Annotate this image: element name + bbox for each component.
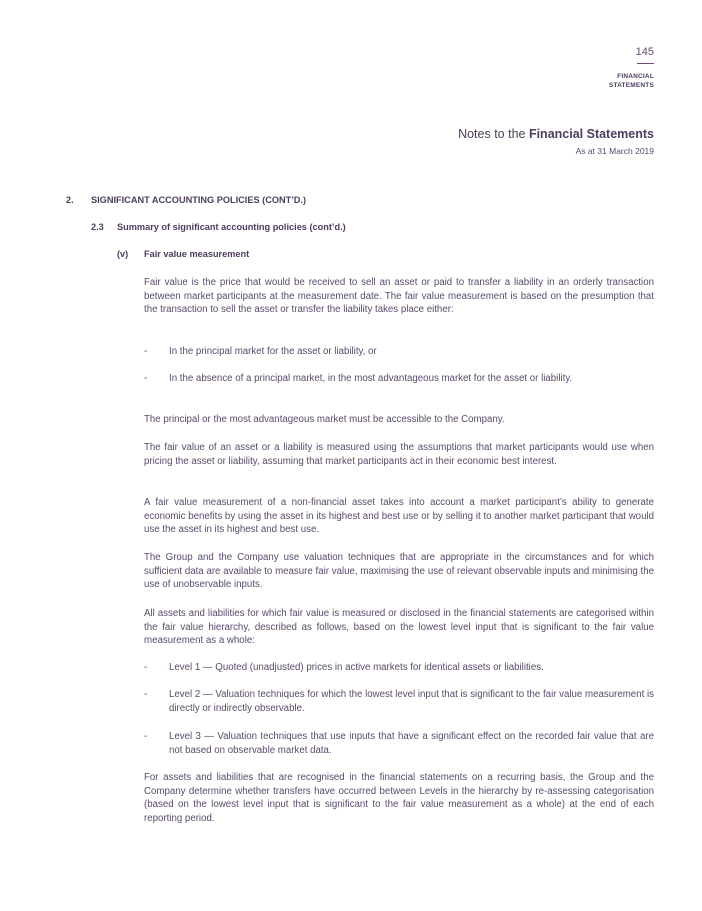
- paragraph-recurring-basis: For assets and liabilities that are recognised in the financial statements on a recurring basis, the Group and the Company determine whether transfers have occurred between Levels in the hierarchy by re-assessing categorisation (based on the lowest level input that is significant to the fair value measurement as a whole) at the end of each reporting period.: [144, 772, 654, 824]
- page-header-title: [458, 127, 654, 141]
- bullet-dash: -: [144, 346, 148, 357]
- item-number: (v): [117, 249, 129, 259]
- subsection-title: Summary of significant accounting policies (cont’d.): [117, 222, 346, 232]
- paragraph-assumptions: The fair value of an asset or a liability is measured using the assumptions that market participants would use when pricing the asset or liability, assuming that market participants act in their economic best interest.: [144, 442, 654, 467]
- bullet-dash: -: [144, 689, 148, 700]
- bullet-text: Level 1 — Quoted (unadjusted) prices in active markets for identical assets or liabilities.: [169, 662, 544, 673]
- list-item: [144, 372, 654, 386]
- bullet-text: Level 2 — Valuation techniques for which the lowest level input that is significant to the fair value measurement is directly or indirectly observable.: [169, 689, 654, 714]
- section-tag: [609, 73, 654, 90]
- header-title-prefix: Notes to the: [458, 127, 529, 141]
- bullet-text: Level 3 — Valuation techniques that use inputs that have a significant effect on the recorded fair value that are not based on observable market data.: [169, 731, 654, 756]
- bullet-text: In the absence of a principal market, in the most advantageous market for the asset or liability.: [169, 373, 573, 384]
- section-tag-line-2: STATEMENTS: [608, 81, 654, 89]
- bullet-dash: -: [144, 731, 148, 742]
- section-tag-line-1: FINANCIAL: [617, 73, 654, 80]
- paragraph-fair-value-definition: Fair value is the price that would be received to sell an asset or paid to transfer a liability in an orderly transaction between market participants at the measurement date. The fair value measurement is based on the presumption that the transaction to sell the asset or transfer the liability takes place either:: [144, 277, 654, 316]
- list-item: [144, 730, 654, 757]
- subsection-number: 2.3: [91, 222, 104, 232]
- list-item: [144, 661, 654, 675]
- list-item: [144, 345, 654, 359]
- paragraph-non-financial-asset: A fair value measurement of a non-financial asset takes into account a market participant’s ability to generate economic benefits by using the asset in its highest and best use or by selling it to another market participant that would use the asset in its highest and best use.: [144, 497, 654, 536]
- paragraph-valuation-techniques: The Group and the Company use valuation techniques that are appropriate in the circumstances and for which sufficient data are available to measure fair value, maximising the use of relevant observable inputs and minimising the use of unobservable inputs.: [144, 552, 654, 591]
- bullet-text: In the principal market for the asset or liability, or: [169, 346, 377, 357]
- page-number-rule: [637, 63, 654, 64]
- paragraph-hierarchy: All assets and liabilities for which fair value is measured or disclosed in the financial statements are categorised within the fair value hierarchy, described as follows, based on the lowest level input that is significant to the fair value measurement as a whole:: [144, 608, 654, 647]
- page-number: 145: [635, 46, 654, 58]
- item-title: Fair value measurement: [144, 249, 250, 259]
- section-number: 2.: [66, 195, 74, 205]
- bullet-dash: -: [144, 373, 148, 384]
- list-item: [144, 688, 654, 715]
- paragraph-principal-market: The principal or the most advantageous market must be accessible to the Company.: [144, 414, 505, 425]
- section-title: SIGNIFICANT ACCOUNTING POLICIES (CONT’D.): [91, 195, 307, 205]
- header-title-bold: Financial Statements: [528, 127, 654, 141]
- page-header-subtitle: As at 31 March 2019: [575, 146, 654, 156]
- bullet-dash: -: [144, 662, 148, 673]
